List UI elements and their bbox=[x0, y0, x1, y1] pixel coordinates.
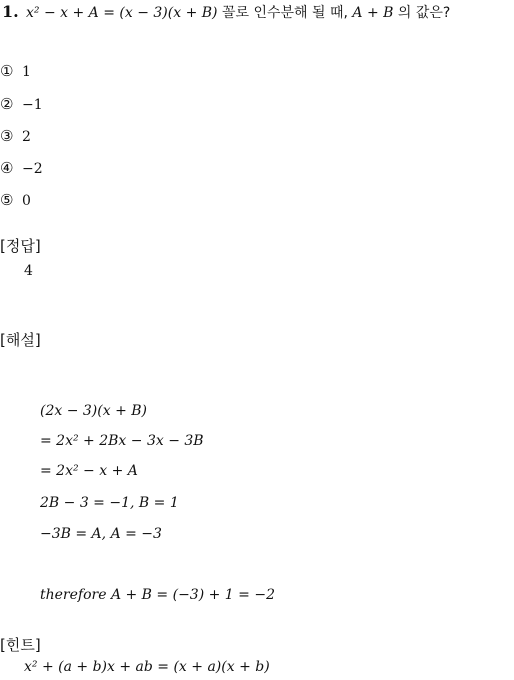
choice-2-mark: ② bbox=[0, 95, 14, 113]
solution-line-4: 2B − 3 = −1, B = 1 bbox=[40, 495, 179, 511]
choice-5[interactable] bbox=[0, 191, 31, 209]
choice-4[interactable] bbox=[0, 159, 43, 177]
solution-conclusion: therefore A + B = (−3) + 1 = −2 bbox=[40, 587, 275, 603]
solution-line-1: (2x − 3)(x + B) bbox=[40, 403, 148, 419]
question-text-middle: 꼴로 인수분해 될 때, bbox=[217, 5, 353, 21]
question-equation: x² − x + A = (x − 3)(x + B) bbox=[26, 5, 218, 21]
question-number: 1. bbox=[2, 2, 19, 21]
answer-value: 4 bbox=[24, 263, 33, 279]
hint-label: [힌트] bbox=[0, 636, 41, 654]
choice-1[interactable] bbox=[0, 62, 31, 80]
choice-2[interactable] bbox=[0, 95, 43, 113]
choice-3[interactable] bbox=[0, 127, 31, 145]
question-expression: A + B bbox=[352, 5, 394, 21]
choice-3-mark: ③ bbox=[0, 127, 14, 145]
choice-4-value: −2 bbox=[22, 161, 43, 177]
solution-line-3: = 2x² − x + A bbox=[40, 463, 138, 479]
choice-5-value: 0 bbox=[22, 193, 31, 209]
choice-4-mark: ④ bbox=[0, 159, 14, 177]
solution-line-5: −3B = A, A = −3 bbox=[40, 526, 162, 542]
choice-1-value: 1 bbox=[22, 64, 31, 80]
solution-line-2: = 2x² + 2Bx − 3x − 3B bbox=[40, 433, 204, 449]
solution-label: [해설] bbox=[0, 331, 41, 349]
answer-label: [정답] bbox=[0, 237, 41, 255]
choice-3-value: 2 bbox=[22, 129, 31, 145]
choice-1-mark: ① bbox=[0, 62, 14, 80]
choice-2-value: −1 bbox=[22, 97, 43, 113]
question-text bbox=[26, 2, 450, 22]
choice-5-mark: ⑤ bbox=[0, 191, 14, 209]
hint-formula: x² + (a + b)x + ab = (x + a)(x + b) bbox=[24, 659, 270, 675]
question-text-end: 의 값은? bbox=[393, 5, 451, 21]
